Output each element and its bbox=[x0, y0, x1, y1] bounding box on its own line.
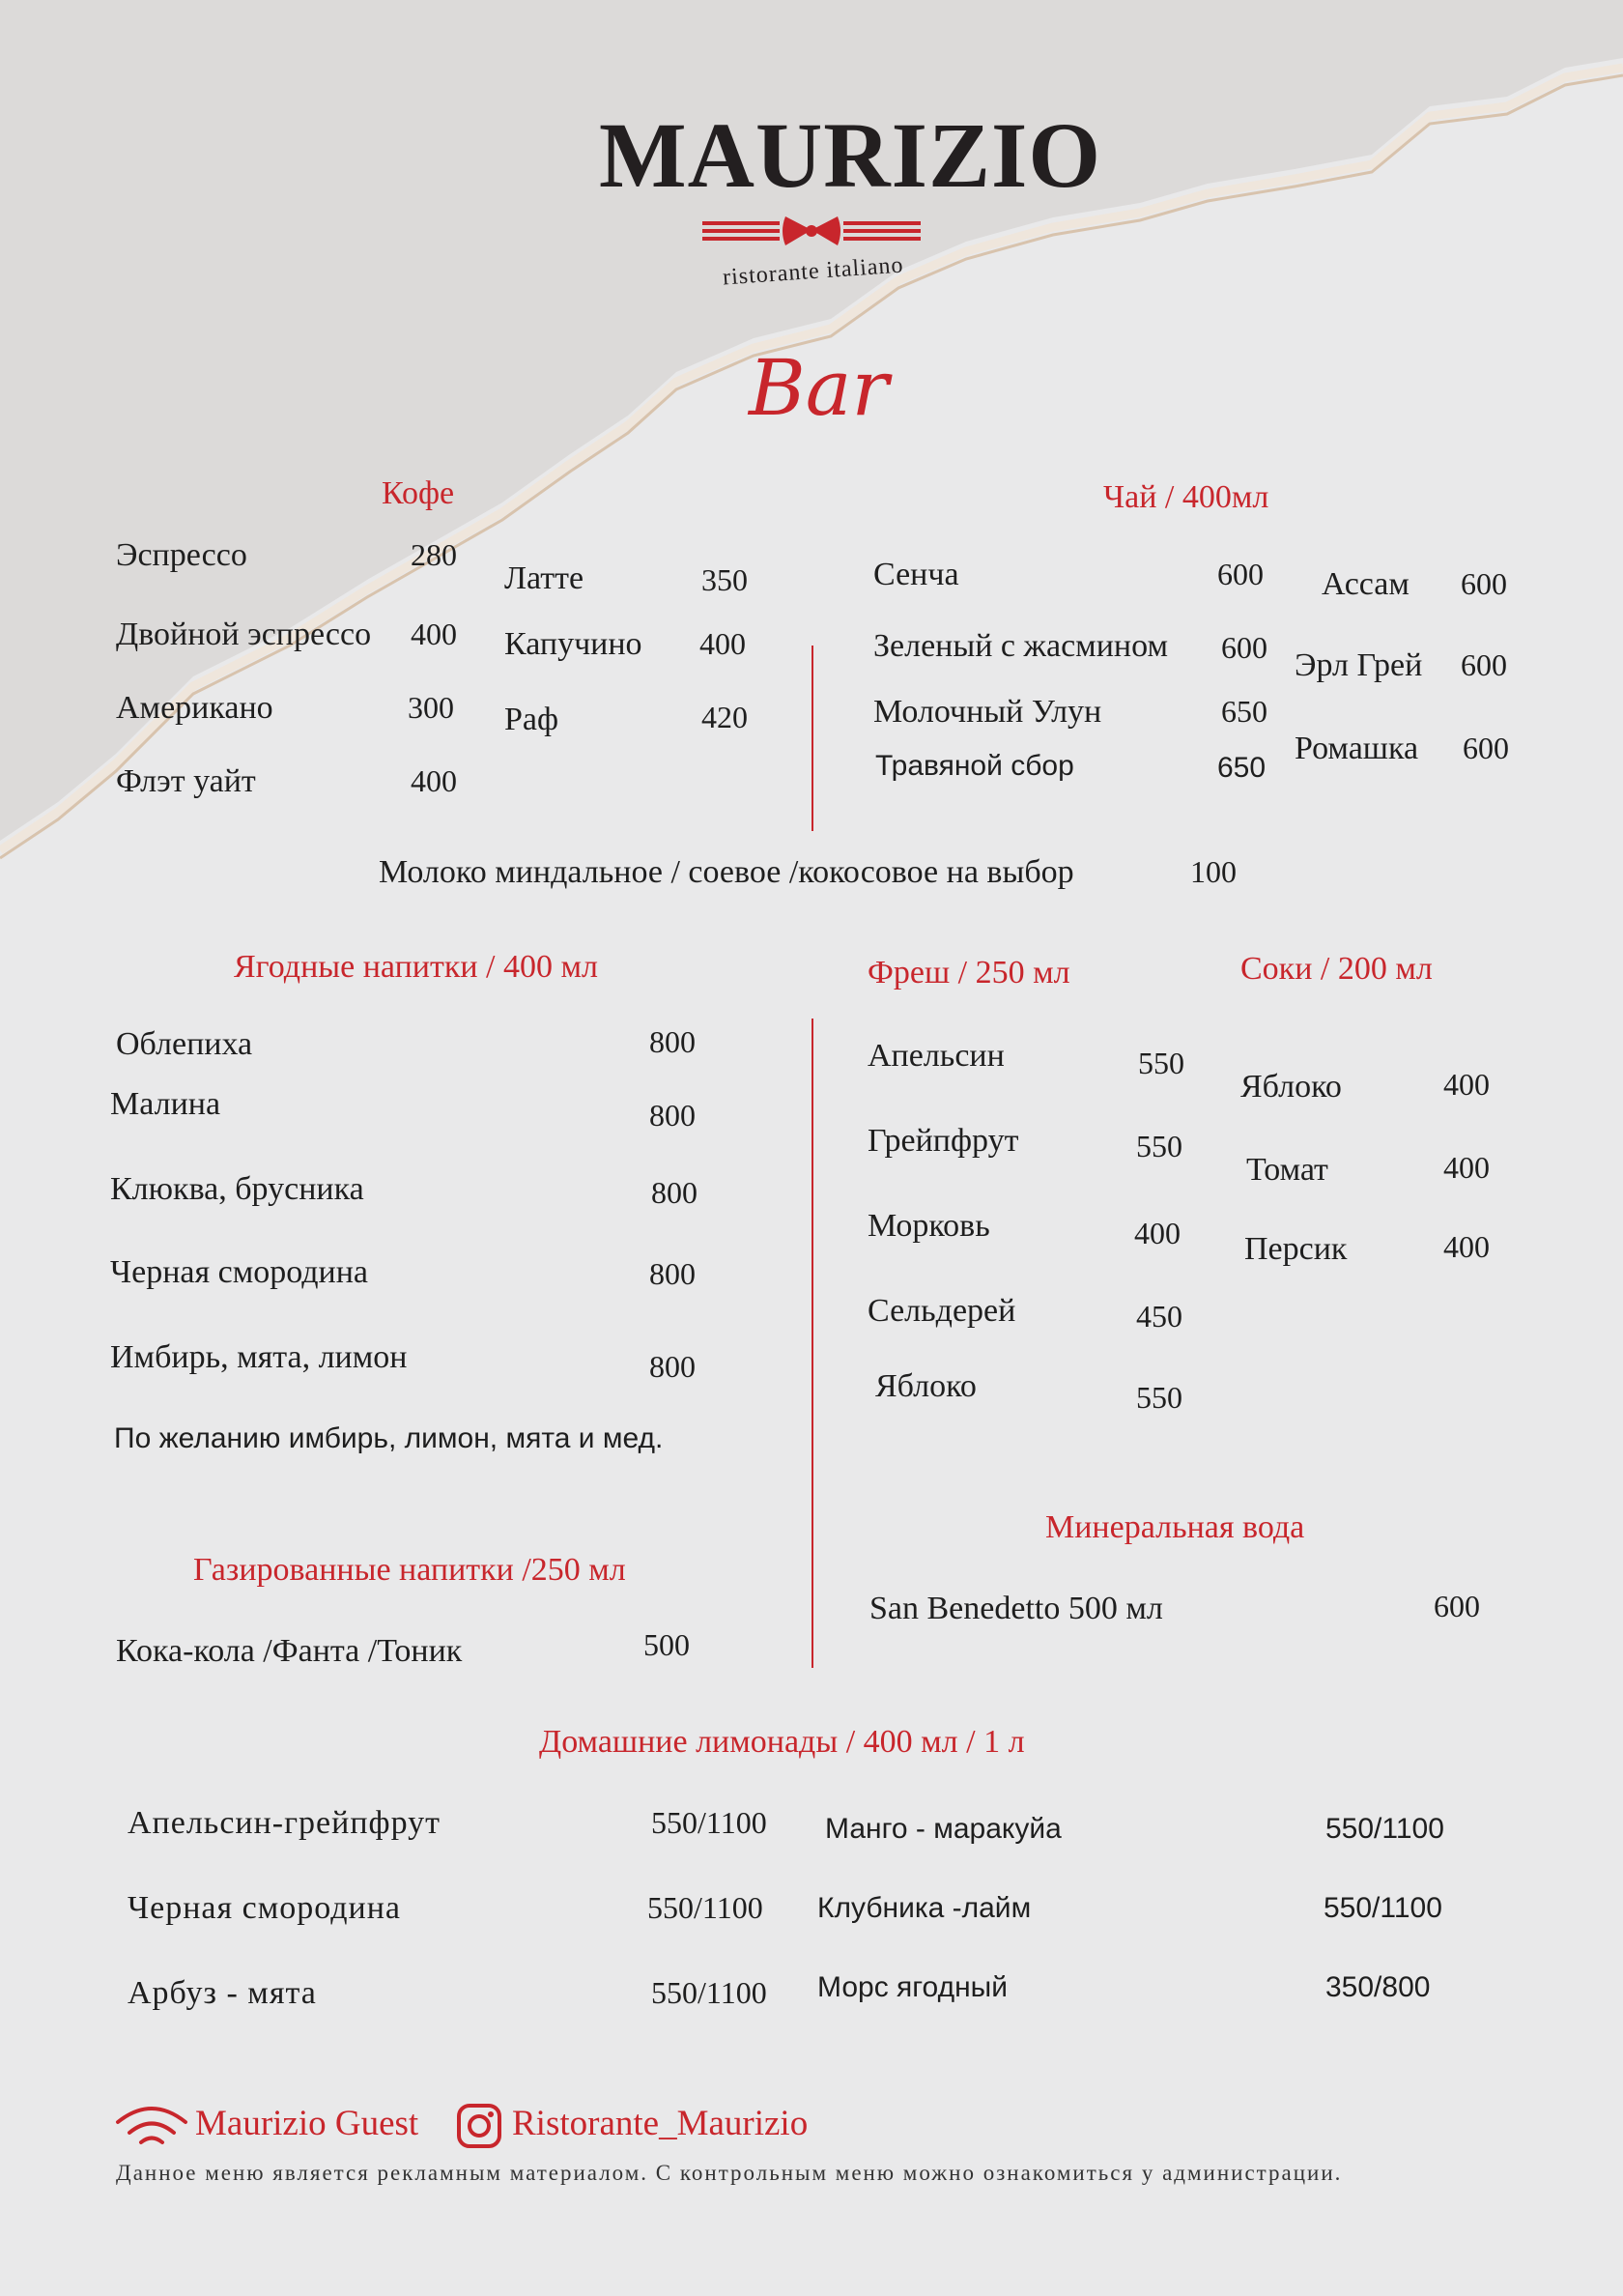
menu-item-name: Ассам bbox=[1322, 566, 1409, 602]
menu-item-name: Клюква, брусника bbox=[110, 1171, 364, 1207]
menu-item-price: 800 bbox=[649, 1256, 696, 1291]
menu-item-price: 600 bbox=[1461, 566, 1507, 601]
menu-item-price: 450 bbox=[1136, 1299, 1182, 1334]
fresh-heading: Фреш / 250 мл bbox=[868, 955, 1070, 990]
menu-item-name: Раф bbox=[504, 702, 559, 737]
menu-item-price: 600 bbox=[1221, 630, 1267, 665]
menu-item-name: Капучино bbox=[504, 626, 642, 662]
menu-item-price: 600 bbox=[1461, 647, 1507, 682]
menu-item-name: Двойной эспрессо bbox=[116, 617, 372, 652]
menu-item-price: 800 bbox=[649, 1349, 696, 1384]
column-divider bbox=[812, 646, 813, 831]
menu-item-price: 600 bbox=[1434, 1589, 1480, 1623]
menu-item-price: 800 bbox=[651, 1175, 698, 1210]
menu-item-price: 400 bbox=[1134, 1216, 1181, 1250]
bowtie-pasta-icon bbox=[700, 213, 923, 251]
menu-item-price: 800 bbox=[649, 1098, 696, 1133]
menu-item-name: Травяной сбор bbox=[875, 750, 1074, 782]
menu-item-name: Зеленый с жасмином bbox=[873, 628, 1168, 664]
menu-item-price: 400 bbox=[1443, 1150, 1490, 1185]
menu-item-price: 600 bbox=[1463, 731, 1509, 765]
menu-item-name: Персик bbox=[1244, 1231, 1348, 1267]
lemonade-heading: Домашние лимонады / 400 мл / 1 л bbox=[539, 1724, 1025, 1760]
menu-item-name: Имбирь, мята, лимон bbox=[110, 1339, 408, 1375]
wifi-network-name: Maurizio Guest bbox=[195, 2104, 419, 2143]
menu-item-name: Яблоко bbox=[1240, 1069, 1342, 1105]
menu-item-price: 400 bbox=[1443, 1229, 1490, 1264]
juice-heading: Соки / 200 мл bbox=[1240, 951, 1433, 987]
menu-item-name: Эрл Грей bbox=[1295, 647, 1423, 683]
menu-item-price: 650 bbox=[1221, 694, 1267, 729]
menu-item-price: 550 bbox=[1136, 1129, 1182, 1163]
menu-item-price: 400 bbox=[411, 617, 457, 651]
menu-item-price: 550/1100 bbox=[1325, 1813, 1444, 1845]
menu-item-price: 600 bbox=[1217, 557, 1264, 591]
brand-tagline: ristorante italiano bbox=[722, 252, 905, 291]
menu-item-price: 400 bbox=[411, 763, 457, 798]
column-divider bbox=[812, 1019, 813, 1668]
menu-item-price: 550/1100 bbox=[1324, 1892, 1442, 1924]
menu-item-name: Черная смородина bbox=[128, 1890, 402, 1926]
menu-item-price: 550/1100 bbox=[651, 1975, 767, 2010]
berry-drinks-heading: Ягодные напитки / 400 мл bbox=[234, 949, 598, 985]
menu-item-name: Манго - маракуйа bbox=[825, 1813, 1062, 1845]
menu-item-name: Флэт уайт bbox=[116, 763, 256, 799]
menu-item-name: Эспрессо bbox=[116, 537, 247, 573]
menu-item-name: San Benedetto 500 мл bbox=[869, 1591, 1163, 1626]
menu-item-price: 350 bbox=[701, 562, 748, 597]
menu-disclaimer: Данное меню является рекламным материалом. С контрольным меню можно ознакомиться у администрации. bbox=[116, 2161, 1343, 2185]
menu-item-name: Латте bbox=[504, 560, 584, 596]
menu-item-price: 280 bbox=[411, 537, 457, 572]
instagram-link[interactable]: Ristorante_Maurizio bbox=[512, 2104, 809, 2143]
menu-item-name: Сенча bbox=[873, 557, 959, 592]
instagram-icon bbox=[456, 2103, 502, 2149]
menu-item-price: 300 bbox=[408, 690, 454, 725]
menu-item-price: 350/800 bbox=[1325, 1971, 1431, 2003]
menu-item-name: Американо bbox=[116, 690, 273, 726]
menu-item-price: 550 bbox=[1136, 1380, 1182, 1415]
menu-item-name: Яблоко bbox=[875, 1368, 977, 1404]
wifi-icon bbox=[114, 2103, 189, 2151]
soda-heading: Газированные напитки /250 мл bbox=[193, 1552, 626, 1588]
menu-item-price: 420 bbox=[701, 700, 748, 734]
menu-item-name: Ромашка bbox=[1295, 731, 1419, 766]
milk-option-price: 100 bbox=[1190, 854, 1237, 889]
menu-item-price: 800 bbox=[649, 1024, 696, 1059]
menu-item-price: 550/1100 bbox=[647, 1890, 763, 1925]
tea-heading: Чай / 400мл bbox=[1103, 479, 1269, 515]
brand-logo: MAURIZIO bbox=[599, 103, 1102, 207]
coffee-heading: Кофе bbox=[382, 475, 455, 511]
menu-item-name: Черная смородина bbox=[110, 1254, 369, 1290]
menu-item-price: 550/1100 bbox=[651, 1805, 767, 1840]
menu-item-name: Грейпфрут bbox=[868, 1123, 1019, 1159]
menu-item-name: Морс ягодный bbox=[817, 1971, 1008, 2003]
menu-item-price: 400 bbox=[699, 626, 746, 661]
berry-drinks-note: По желанию имбирь, лимон, мята и мед. bbox=[114, 1422, 664, 1454]
water-heading: Минеральная вода bbox=[1045, 1509, 1305, 1545]
menu-item-price: 650 bbox=[1217, 752, 1267, 784]
menu-item-name: Клубника -лайм bbox=[817, 1892, 1032, 1924]
menu-item-name: Малина bbox=[110, 1086, 221, 1122]
menu-item-name: Молочный Улун bbox=[873, 694, 1102, 730]
milk-option-text: Молоко миндальное / соевое /кокосовое на выбор bbox=[379, 854, 1074, 890]
menu-item-name: Сельдерей bbox=[868, 1293, 1016, 1329]
menu-item-price: 550 bbox=[1138, 1046, 1184, 1080]
page-title: Bar bbox=[749, 343, 889, 433]
menu-item-name: Кока-кола /Фанта /Тоник bbox=[116, 1633, 463, 1669]
menu-item-price: 400 bbox=[1443, 1067, 1490, 1102]
menu-item-price: 500 bbox=[643, 1627, 690, 1662]
menu-item-name: Томат bbox=[1246, 1152, 1328, 1188]
menu-item-name: Арбуз - мята bbox=[128, 1975, 317, 2011]
menu-item-name: Апельсин-грейпфрут bbox=[128, 1805, 441, 1841]
menu-item-name: Апельсин bbox=[868, 1038, 1005, 1074]
menu-item-name: Морковь bbox=[868, 1208, 990, 1244]
menu-item-name: Облепиха bbox=[116, 1026, 253, 1062]
